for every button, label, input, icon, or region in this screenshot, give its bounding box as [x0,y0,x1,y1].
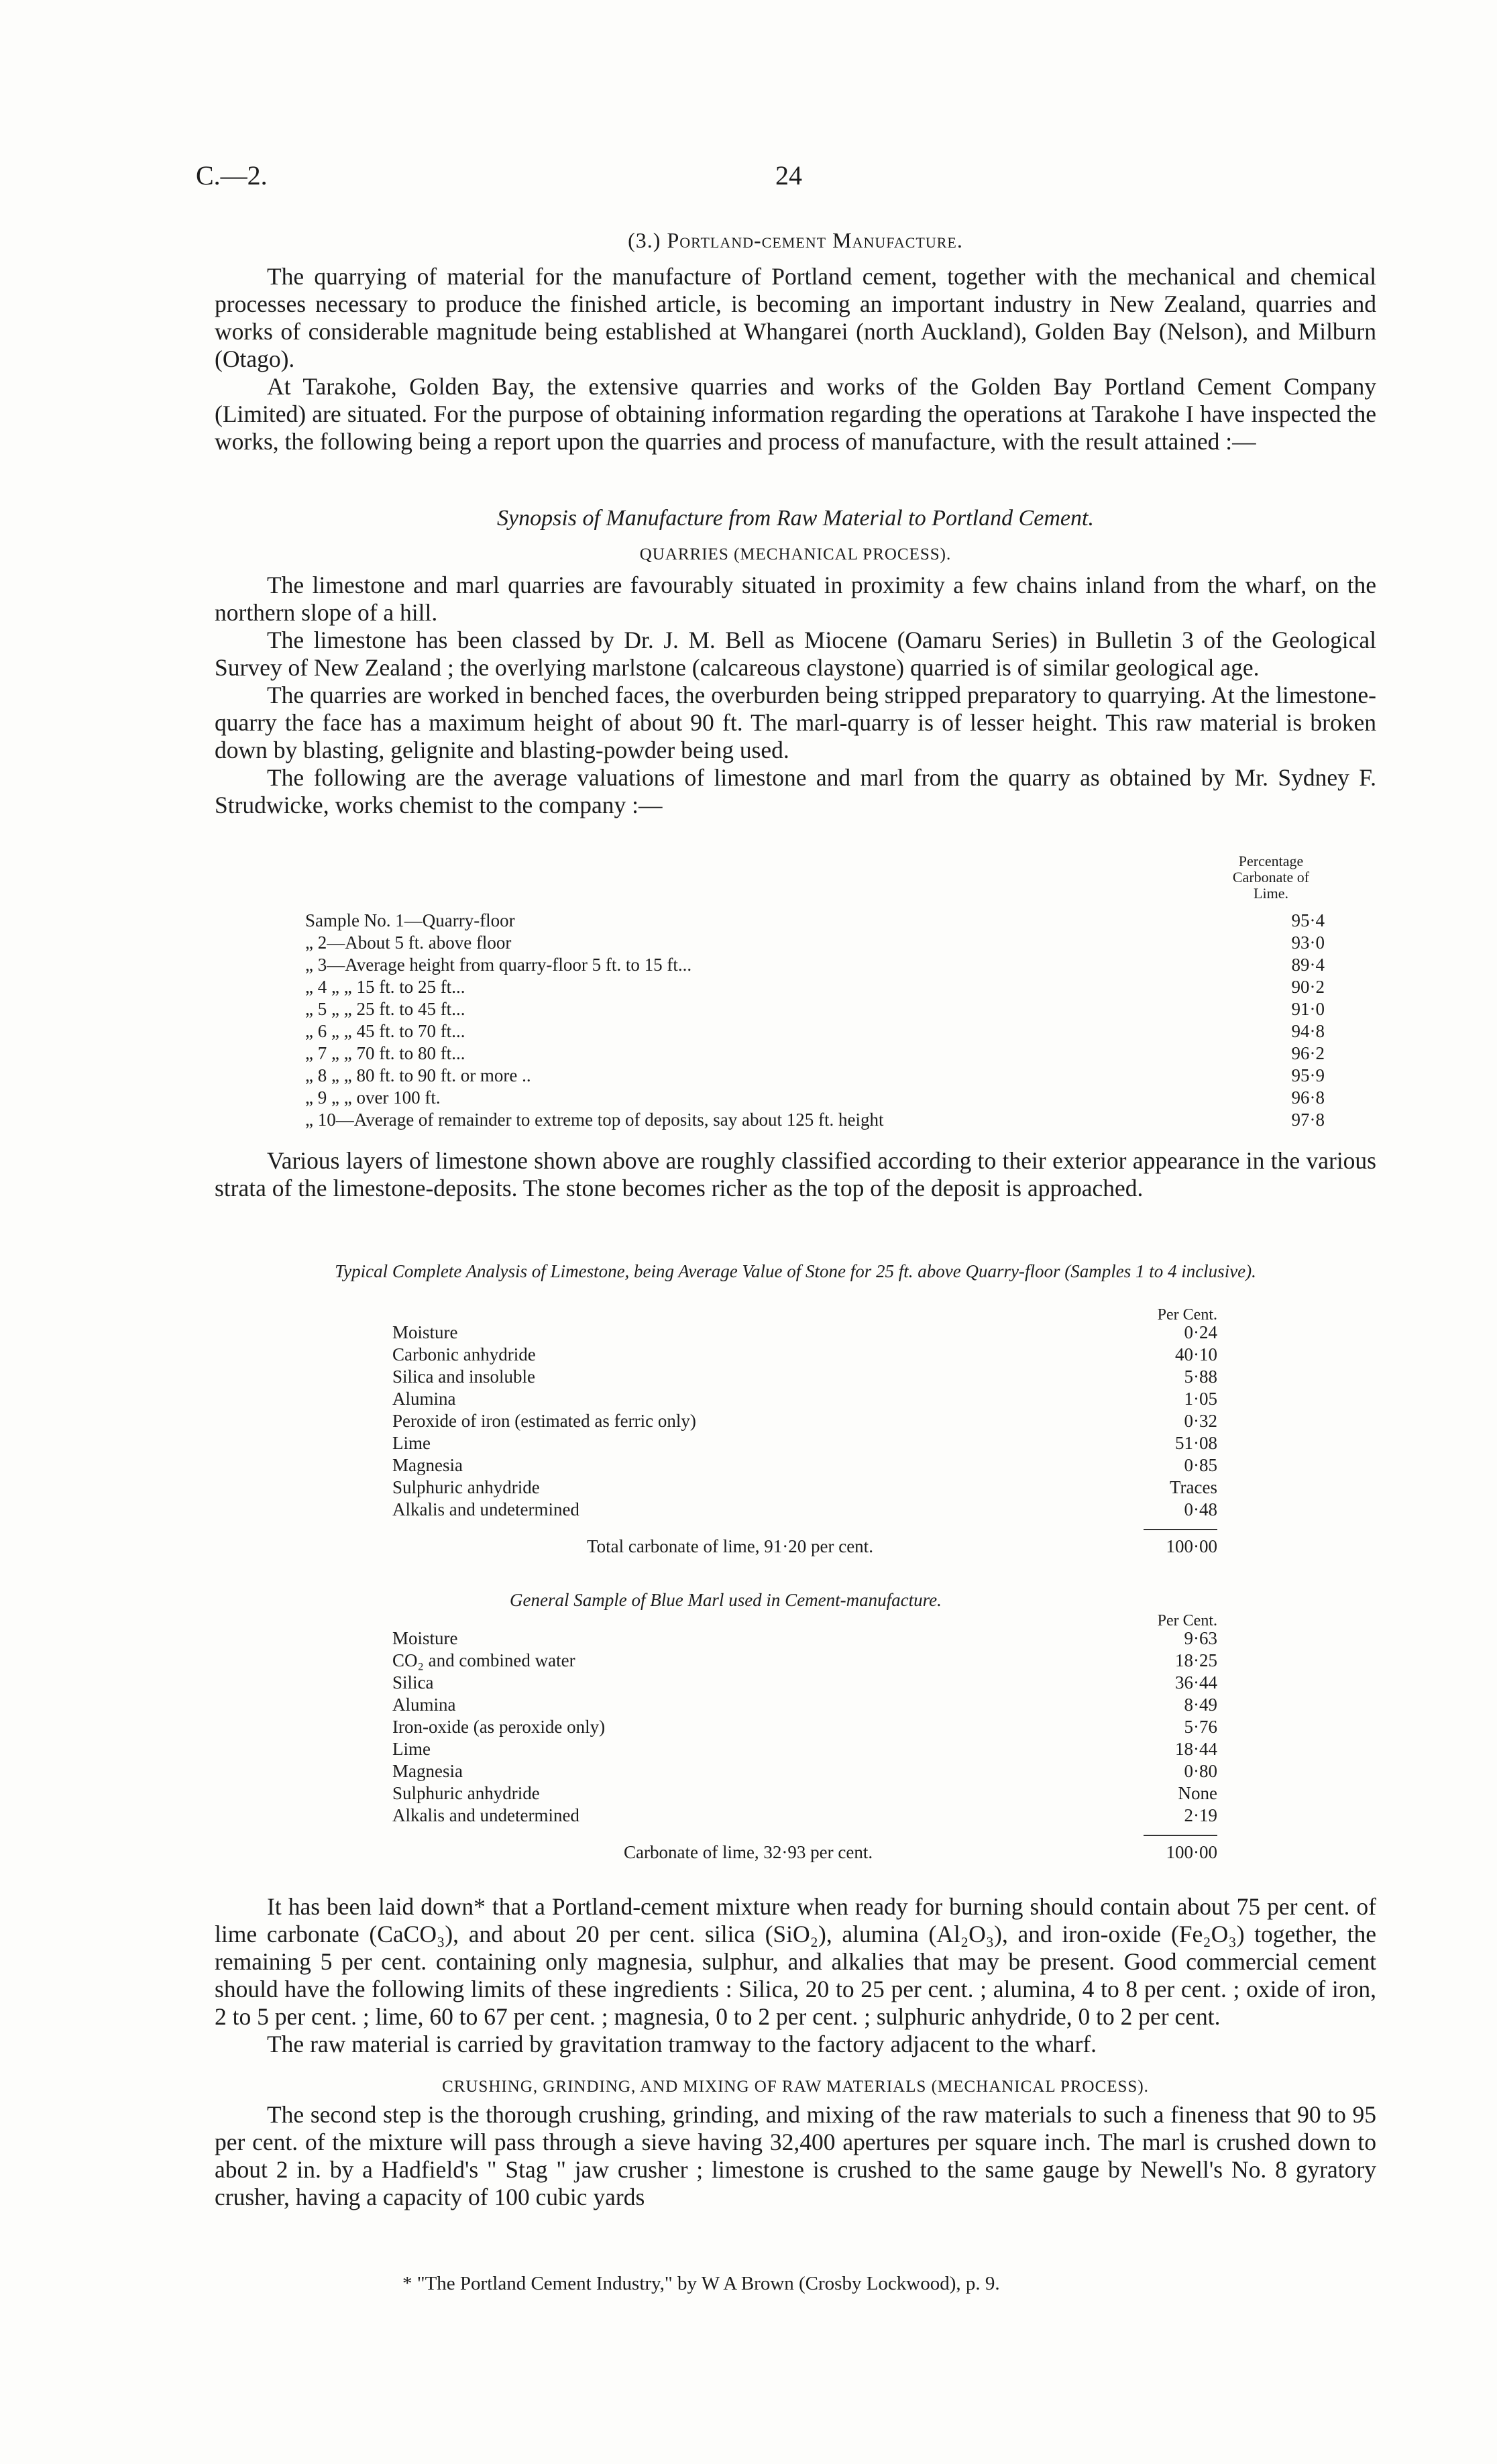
paragraph: The raw material is carried by gravitation tramway to the factory adjacent to the wharf. [267,2031,1097,2057]
table-row [392,1716,1217,1738]
table-row [305,1042,1325,1065]
analysis-label: Carbonic anhydride [392,1344,536,1364]
section-title: (3.) Portland-cement Manufacture. [628,228,963,252]
total-row [392,1536,1217,1562]
sample-label: „ 9 „ „ over 100 ft. [305,1087,441,1108]
table-row [392,1454,1217,1477]
paragraph: The quarrying of material for the manufacture of Portland cement, together with the mechanical and chemical processes necessary to produce the finished article, is becoming an important industry in New Zealand, quarries and works of considerable magnitude being established at Whangarei (north Auckland), Golden Bay (Nelson), and Milburn (Otago). [215,263,1376,372]
sample-label: „ 8 „ „ 80 ft. to 90 ft. or more .. [305,1065,531,1085]
table-row [392,1388,1217,1410]
analysis-label: Alkalis and undetermined [392,1499,579,1519]
sample-label: „ 5 „ „ 25 ft. to 45 ft... [305,999,465,1019]
mixture-text [215,1893,1376,2058]
samples-column-header [1217,853,1325,902]
marl-analysis-table [392,1610,1217,1868]
unit-row [392,1304,1217,1322]
analysis-value: 51·08 [1175,1433,1217,1453]
analysis-value: 40·10 [1175,1344,1217,1364]
table-row [392,1410,1217,1432]
analysis-value: 9·63 [1184,1628,1217,1648]
analysis-label: Lime [392,1433,431,1453]
total-rule-row [392,1521,1217,1536]
analysis-label: Peroxide of iron (estimated as ferric only) [392,1411,696,1431]
table-row [392,1366,1217,1388]
analysis-value: 0·85 [1184,1455,1217,1475]
analysis-value: Traces [1170,1477,1217,1497]
analysis-label: Iron-oxide (as peroxide only) [392,1717,606,1737]
paragraph: The second step is the thorough crushing, grinding, and mixing of the raw materials to such a fineness that 90 to 95 per cent. of the mixture will pass through a sieve having 32,400 apertures per square inch. The marl is crushed down to about 2 in. by a Hadfield's " Stag " jaw crusher ; limestone is crushed to the same gauge by Newell's No. 8 gyratory crusher, having a capacity of 100 cubic yards [215,2101,1376,2210]
analysis-label: Alumina [392,1695,456,1715]
table-row [392,1432,1217,1454]
analysis-value: 1·05 [1184,1389,1217,1409]
sample-value: 93·0 [1291,932,1325,953]
analysis-value: 0·48 [1184,1499,1217,1519]
total-rule-row [392,1827,1217,1841]
sample-value: 96·8 [1291,1087,1325,1108]
sample-label: „ 4 „ „ 15 ft. to 25 ft... [305,977,465,997]
document-reference: C.—2. [196,160,268,191]
sample-value: 95·9 [1291,1065,1325,1085]
table-row [305,910,1325,932]
table-row [392,1760,1217,1782]
table-row [392,1322,1217,1344]
crushing-heading: CRUSHING, GRINDING, AND MIXING OF RAW MATERIALS (MECHANICAL PROCESS). [442,2078,1149,2096]
paragraph: The limestone and marl quarries are favourably situated in proximity a few chains inland from the wharf, on the northern slope of a hill. [215,572,1376,626]
intro-text [215,263,1376,456]
total-value: 100·00 [1166,1536,1217,1556]
table-row [305,1020,1325,1042]
table-row [305,976,1325,998]
analysis-label: Moisture [392,1628,458,1648]
limestone-analysis-table [392,1304,1217,1562]
analysis-value: 8·49 [1184,1695,1217,1715]
quarries-heading: QUARRIES (MECHANICAL PROCESS). [639,545,952,564]
table-row [305,1065,1325,1087]
table-row [392,1627,1217,1650]
total-label: Carbonate of lime, 32·93 per cent. [624,1842,873,1862]
limestone-analysis-title: Typical Complete Analysis of Limestone, being Average Value of Stone for 25 ft. above Quarry-floor (Samples 1 to 4 inclusive). [335,1261,1256,1281]
table-row [392,1782,1217,1805]
header-line: Lime. [1254,885,1288,902]
paragraph: Various layers of limestone shown above are roughly classified according to their exterior appearance in the various strata of the limestone-deposits. The stone becomes richer as the top of the deposit is approached. [215,1147,1376,1201]
analysis-value: None [1178,1783,1217,1803]
sample-label: „ 10—Average of remainder to extreme top of deposits, say about 125 ft. height [305,1110,884,1130]
table-row [392,1738,1217,1760]
table-row [305,1087,1325,1109]
sample-label: „ 6 „ „ 45 ft. to 70 ft... [305,1021,465,1041]
sample-value: 94·8 [1291,1021,1325,1041]
samples-rows [305,910,1325,1131]
sample-label: „ 3—Average height from quarry-floor 5 ft. to 15 ft... [305,955,692,975]
paragraph: It has been laid down* that a Portland-cement mixture when ready for burning should contain about 75 per cent. of lime carbonate (CaCO₃), and about 20 per cent. silica (SiO₂), alumina (Al₂O₃), and iron-oxide (Fe₂O₃) together, the remaining 5 per cent. containing only magnesia, sulphur, and alkalies that may be present. Good commercial cement should have the following limits of these ingredients : Silica, 20 to 25 per cent. ; alumina, 4 to 8 per cent. ; oxide of iron, 2 to 5 per cent. ; lime, 60 to 67 per cent. ; magnesia, 0 to 2 per cent. ; sulphuric anhydride, 0 to 2 per cent. [215,1893,1376,2030]
strata-text [215,1147,1376,1202]
paragraph: The quarries are worked in benched faces, the overburden being stripped preparatory to quarrying. At the limestone-quarry the face has a maximum height of about 90 ft. The marl-quarry is of lesser height. This raw material is broken down by blasting, gelignite and blasting-powder being used. [215,682,1376,763]
crushing-text [215,2101,1376,2211]
sample-value: 89·4 [1291,955,1325,975]
analysis-value: 5·88 [1184,1367,1217,1387]
unit-label: Per Cent. [1157,1306,1217,1324]
unit-row [392,1610,1217,1627]
analysis-label: Lime [392,1739,431,1759]
unit-label: Per Cent. [1157,1612,1217,1629]
analysis-value: 18·44 [1175,1739,1217,1759]
paragraph: The limestone has been classed by Dr. J. M. Bell as Miocene (Oamaru Series) in Bulletin 3 of the Geological Survey of New Zealand ; the overlying marlstone (calcareous claystone) quarried is of similar geological age. [215,627,1376,681]
table-row [305,954,1325,976]
table-row [392,1344,1217,1366]
sample-label: „ 7 „ „ 70 ft. to 80 ft... [305,1043,465,1063]
table-row [392,1694,1217,1716]
analysis-value: 0·32 [1184,1411,1217,1431]
table-row [305,1109,1325,1131]
page-number: 24 [775,160,802,191]
table-row [392,1650,1217,1672]
sample-label: Sample No. 1—Quarry-floor [305,910,515,930]
analysis-label: Magnesia [392,1761,463,1781]
analysis-label: CO₂ and combined water [392,1650,575,1670]
total-rule [1144,1835,1217,1836]
analysis-label: Sulphuric anhydride [392,1783,540,1803]
analysis-value: 5·76 [1184,1717,1217,1737]
table-row [305,998,1325,1020]
sample-value: 97·8 [1291,1110,1325,1130]
sample-value: 96·2 [1291,1043,1325,1063]
analysis-label: Silica [392,1672,434,1693]
header-line: Carbonate of [1232,869,1310,886]
sample-value: 95·4 [1291,910,1325,930]
total-value: 100·00 [1166,1842,1217,1862]
quarries-text [215,572,1376,819]
header-line: Percentage [1238,853,1304,869]
table-row [392,1477,1217,1499]
table-row [305,932,1325,954]
analysis-value: 36·44 [1175,1672,1217,1693]
table-row [392,1499,1217,1521]
analysis-value: 18·25 [1175,1650,1217,1670]
table-row [392,1805,1217,1827]
total-rule [1144,1529,1217,1530]
total-row [392,1841,1217,1868]
total-label: Total carbonate of lime, 91·20 per cent. [587,1536,873,1556]
synopsis-title: Synopsis of Manufacture from Raw Material to Portland Cement. [497,506,1094,531]
paragraph: The following are the average valuations of limestone and marl from the quarry as obtained by Mr. Sydney F. Strudwicke, works chemist to the company :— [215,764,1376,818]
footnote: * "The Portland Cement Industry," by W A Brown (Crosby Lockwood), p. 9. [402,2273,1000,2294]
analysis-value: 2·19 [1184,1805,1217,1825]
sample-label: „ 2—About 5 ft. above floor [305,932,512,953]
analysis-label: Alkalis and undetermined [392,1805,579,1825]
sample-value: 91·0 [1291,999,1325,1019]
sample-value: 90·2 [1291,977,1325,997]
analysis-value: 0·80 [1184,1761,1217,1781]
analysis-label: Alumina [392,1389,456,1409]
analysis-label: Silica and insoluble [392,1367,535,1387]
marl-analysis-title: General Sample of Blue Marl used in Cement-manufacture. [510,1590,942,1610]
analysis-value: 0·24 [1184,1322,1217,1342]
analysis-label: Magnesia [392,1455,463,1475]
table-row [392,1672,1217,1694]
paragraph: At Tarakohe, Golden Bay, the extensive quarries and works of the Golden Bay Portland Cement Company (Limited) are situated. For the purpose of obtaining information regarding the operations at Tarakohe I have inspected the works, the following being a report upon the quarries and process of manufacture, with the result attained :— [215,373,1376,455]
analysis-label: Moisture [392,1322,458,1342]
analysis-label: Sulphuric anhydride [392,1477,540,1497]
